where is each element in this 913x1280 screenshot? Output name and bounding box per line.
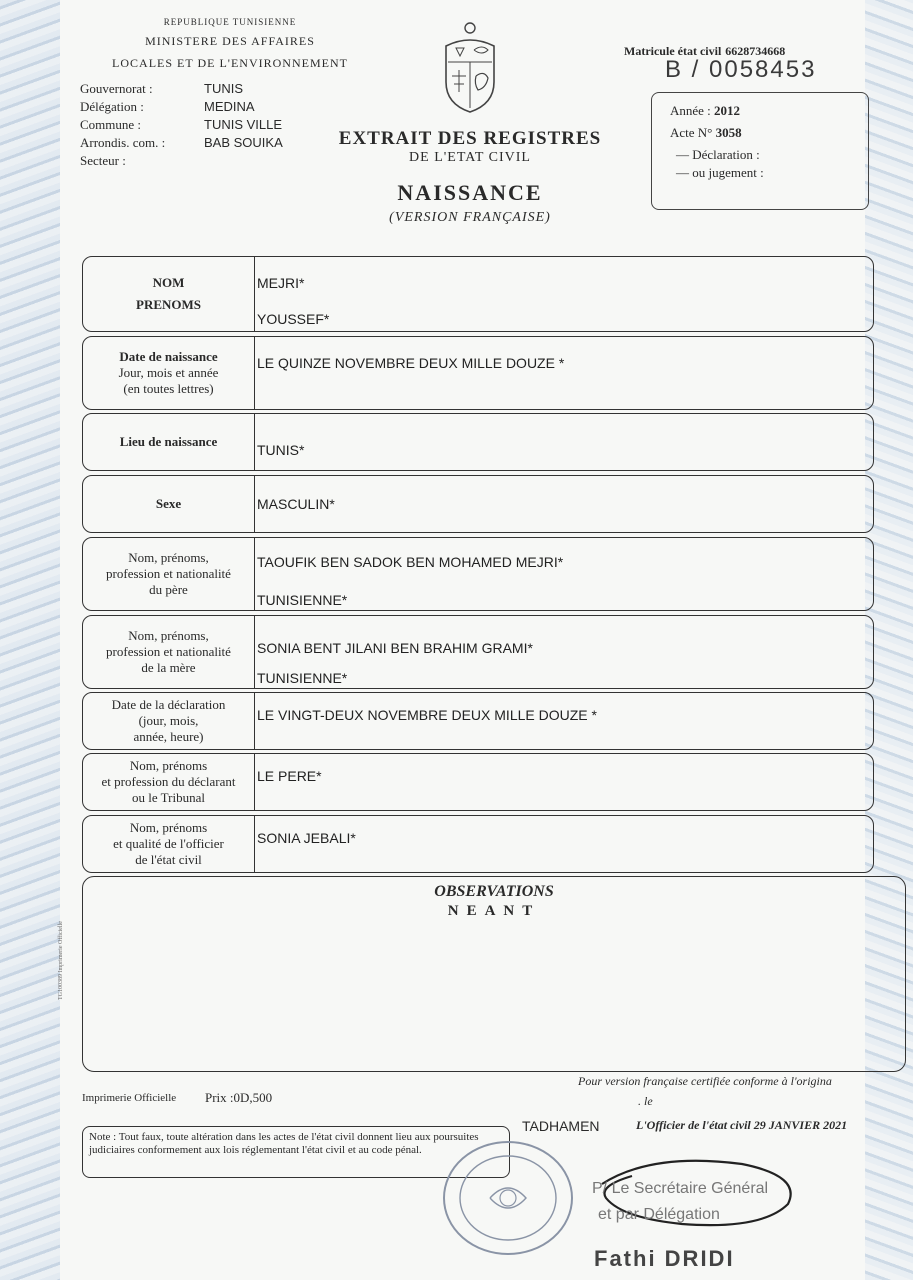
field-declarant-label (83, 754, 255, 810)
year-label: Année : (670, 103, 711, 118)
document-type: NAISSANCE (397, 180, 543, 205)
field-father (82, 537, 874, 611)
field-declaration-date (82, 692, 874, 750)
official-stamp-icon (440, 1138, 576, 1258)
document-subtitle: DE L'ETAT CIVIL (409, 150, 531, 165)
admin-row (80, 98, 283, 116)
label-line: année, heure) (133, 729, 204, 744)
label-line: et qualité de l'officier (113, 836, 224, 851)
field-birth-date-value (255, 337, 873, 409)
field-officer-value (255, 816, 873, 872)
legal-note: Note : Tout faux, toute altération dans les actes de l'état civil donnent lieu aux poursuites judiciaires conformement aux lois réglementant l'état civil et au code pénal. (82, 1126, 510, 1178)
label-line: Nom, prénoms (129, 758, 208, 773)
field-birth-date (82, 336, 874, 410)
field-declarant (82, 753, 874, 811)
mother-nationality-value: TUNISIENNE* (257, 670, 348, 686)
field-officer-label (83, 816, 255, 872)
label-line: NOM (152, 275, 185, 290)
field-sex-value (255, 476, 873, 532)
label-line: (jour, mois, (138, 713, 199, 728)
label-line: profession et nationalité (106, 566, 231, 581)
declaration-label: — Déclaration : (676, 147, 760, 162)
label-line: Nom, prénoms, (128, 628, 209, 643)
observations-text: NEANT (447, 903, 541, 919)
label-line: de la mère (141, 660, 196, 675)
act-number-row (670, 125, 742, 141)
admin-value: TUNIS VILLE (204, 117, 283, 132)
field-father-label (83, 538, 255, 610)
admin-row (80, 80, 283, 98)
label-line: et profession du déclarant (101, 774, 236, 789)
field-mother (82, 615, 874, 689)
field-sex (82, 475, 874, 533)
label-line: Jour, mois et année (118, 365, 219, 380)
label-line: PRENOMS (136, 297, 201, 312)
ministry-line-1: MINISTERE DES AFFAIRES (145, 34, 315, 48)
father-name-value: TAOUFIK BEN SADOK BEN MOHAMED MEJRI* (257, 554, 564, 570)
field-officer (82, 815, 874, 873)
officer-value: SONIA JEBALI* (257, 830, 356, 846)
coat-of-arms-icon (438, 20, 502, 116)
act-number-label: Acte N° (670, 125, 713, 140)
field-birth-place (82, 413, 874, 471)
certification-date-label: . le (638, 1094, 653, 1108)
tadhamen-label: TADHAMEN (522, 1118, 600, 1134)
admin-label: Arrondis. com. : (80, 135, 166, 150)
field-declaration-date-value (255, 693, 873, 749)
officer-date-label: L'Officier de l'état civil 29 JANVIER 2021 (636, 1118, 848, 1132)
side-print-code: TG100389 Imprimerie Officielle (58, 921, 64, 1000)
field-father-value (255, 538, 873, 610)
signature-line-2: et par Délégation (598, 1206, 720, 1223)
ministry-header (80, 14, 380, 74)
signatory-name: Fathi DRIDI (594, 1246, 735, 1271)
admin-value: BAB SOUIKA (204, 135, 283, 150)
document-version: (VERSION FRANÇAISE) (389, 210, 551, 225)
declaration-date-value: LE VINGT-DEUX NOVEMBRE DEUX MILLE DOUZE * (257, 707, 597, 723)
birth-place-value: TUNIS* (257, 442, 305, 458)
label-line: ou le Tribunal (132, 790, 205, 805)
admin-row (80, 116, 283, 134)
observations-box (82, 876, 906, 1072)
label-line: de l'état civil (135, 852, 202, 867)
label-line: (en toutes lettres) (123, 381, 214, 396)
admin-value: MEDINA (204, 99, 255, 114)
signature-line-1: P/ Le Secrétaire Général (592, 1180, 769, 1197)
certification-text: Pour version française certifiée conforme à l'origina (578, 1074, 832, 1088)
label-line: Nom, prénoms (129, 820, 208, 835)
act-info-box (651, 92, 869, 210)
label-line: profession et nationalité (106, 644, 231, 659)
field-mother-label (83, 616, 255, 688)
admin-label: Gouvernorat : (80, 81, 153, 96)
sex-value: MASCULIN* (257, 496, 335, 512)
field-sex-label: Sexe (83, 476, 255, 532)
field-birth-place-label: Lieu de naissance (83, 414, 255, 470)
admin-label: Délégation : (80, 99, 144, 114)
father-nationality-value: TUNISIENNE* (257, 592, 348, 608)
field-declarant-value (255, 754, 873, 810)
judgment-label: — ou jugement : (676, 165, 764, 180)
field-declaration-date-label (83, 693, 255, 749)
serial-number: B / 0058453 (665, 56, 817, 83)
price-label: Prix :0D,500 (205, 1090, 273, 1105)
label-line: Date de la déclaration (111, 697, 226, 712)
label-line: Date de naissance (119, 349, 218, 364)
document-title: EXTRAIT DES REGISTRES (338, 128, 602, 149)
birth-date-value: LE QUINZE NOVEMBRE DEUX MILLE DOUZE * (257, 355, 565, 371)
admin-label: Commune : (80, 117, 142, 132)
administrative-info (80, 80, 283, 170)
admin-row (80, 134, 283, 152)
matricule-value: 6628734668 (725, 44, 786, 58)
field-name-label (83, 257, 255, 331)
observations-title: OBSERVATIONS (434, 883, 554, 900)
matricule-label: Matricule état civil (624, 44, 722, 58)
surname-value: MEJRI* (257, 275, 305, 291)
field-mother-value (255, 616, 873, 688)
field-name-value (255, 257, 873, 331)
admin-value: TUNIS (204, 81, 243, 96)
year-row (670, 103, 740, 119)
label-line: Nom, prénoms, (128, 550, 209, 565)
printer-label: Imprimerie Officielle (82, 1092, 177, 1104)
field-birth-date-label (83, 337, 255, 409)
admin-row (80, 152, 283, 170)
declarant-value: LE PERE* (257, 768, 322, 784)
security-pattern-left (0, 0, 60, 1280)
year-value: 2012 (714, 103, 741, 118)
mother-name-value: SONIA BENT JILANI BEN BRAHIM GRAMI* (257, 640, 533, 656)
admin-label: Secteur : (80, 153, 126, 168)
label-line: du père (149, 582, 188, 597)
republic-label: REPUBLIQUE TUNISIENNE (163, 17, 297, 27)
ministry-line-2: LOCALES ET DE L'ENVIRONNEMENT (112, 56, 348, 70)
field-name (82, 256, 874, 332)
given-name-value: YOUSSEF* (257, 311, 330, 327)
field-birth-place-value (255, 414, 873, 470)
act-number-value: 3058 (715, 125, 742, 140)
